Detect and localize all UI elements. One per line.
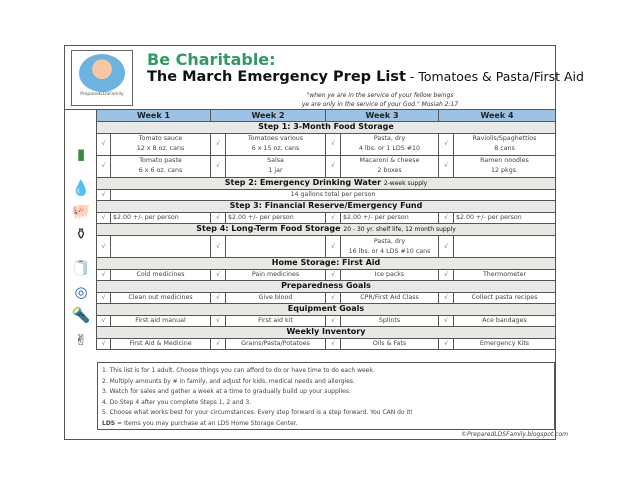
item-cell: Grains/Pasta/Potatoes <box>226 338 326 350</box>
checkbox[interactable]: √ <box>97 338 111 350</box>
checkbox[interactable]: √ <box>439 236 454 258</box>
item-cell: Tomato sauce 12 x 8 oz. cans <box>111 133 211 155</box>
note: 4. Do Step 4 after you complete Steps 1, 2 and 3. <box>102 398 252 406</box>
item-cell: $2.00 +/- per person <box>226 212 326 224</box>
notes-box <box>97 362 555 430</box>
family-icon <box>79 54 125 92</box>
note: 2. Multiply amounts by # in family, and adjust for kids, medical needs and allergies. <box>102 377 355 385</box>
week-4-header: Week 4 <box>439 110 556 122</box>
step4-heading: Step 4: Long-Term Food Storage 20 - 30 yr. shelf life, 12 month supply <box>97 224 556 236</box>
checkbox[interactable]: √ <box>211 155 226 177</box>
page-title: Be Charitable: <box>147 50 276 69</box>
item-cell: Clean out medicines <box>111 292 211 304</box>
item-cell: CPR/First Aid Class <box>341 292 439 304</box>
table-row <box>97 155 556 177</box>
table-row <box>97 212 556 224</box>
step3-heading: Step 3: Financial Reserve/Emergency Fund <box>97 201 556 213</box>
note: 1. This list is for 1 adult. Choose things you can afford to do or have time to do each week. <box>102 367 375 374</box>
item-cell <box>454 236 556 258</box>
item-cell: $2.00 +/- per person <box>341 212 439 224</box>
checkbox[interactable]: √ <box>97 212 111 224</box>
item-cell: Tomato paste 6 x 6 oz. cans <box>111 155 211 177</box>
checkbox[interactable]: √ <box>211 315 226 327</box>
item-cell: Raviolis/Spaghettios 8 cans <box>454 133 556 155</box>
item-cell <box>111 236 211 258</box>
checkbox[interactable]: √ <box>326 236 341 258</box>
checkbox[interactable]: √ <box>326 338 341 350</box>
checkbox[interactable]: √ <box>211 338 226 350</box>
checkbox[interactable]: √ <box>97 292 111 304</box>
page-subtitle: The March Emergency Prep List - Tomatoes & Pasta/First Aid <box>147 69 584 85</box>
wheat-icon: ⚱ <box>74 225 88 243</box>
item-cell: Ramen noodles 12 pkgs. <box>454 155 556 177</box>
table-row <box>97 292 556 304</box>
item-cell: Collect pasta recipes <box>454 292 556 304</box>
item-cell: Ace bandages <box>454 315 556 327</box>
table-row <box>97 315 556 327</box>
checkbox[interactable]: √ <box>439 133 454 155</box>
quote-line-1: "when ye are in the service of your fellow beings <box>306 92 454 99</box>
item-cell: 14 gallons total per person <box>111 189 556 201</box>
checkbox[interactable]: √ <box>211 133 226 155</box>
item-cell: First aid manual <box>111 315 211 327</box>
checkbox[interactable]: √ <box>439 315 454 327</box>
step1-heading: Step 1: 3-Month Food Storage <box>97 122 556 134</box>
preparedness-heading: Preparedness Goals <box>97 281 556 293</box>
checkbox[interactable]: √ <box>97 315 111 327</box>
item-cell: First aid kit <box>226 315 326 327</box>
week-2-header: Week 2 <box>211 110 326 122</box>
item-cell: Tomatoes various 6 x 15 oz. cans <box>226 133 326 155</box>
item-cell <box>226 236 326 258</box>
item-cell: Ice packs <box>341 269 439 281</box>
checkbox[interactable]: √ <box>97 133 111 155</box>
checkbox[interactable]: √ <box>439 212 454 224</box>
can-icon: ▮ <box>76 145 86 163</box>
table-row <box>97 338 556 350</box>
checkbox[interactable]: √ <box>97 269 111 281</box>
item-cell: Salsa 1 jar <box>226 155 326 177</box>
checkbox[interactable]: √ <box>326 269 341 281</box>
goal-target-icon: ◎ <box>74 283 88 301</box>
table-row <box>97 133 556 155</box>
checkbox[interactable]: √ <box>326 133 341 155</box>
piggy-bank-icon: 🐖 <box>71 202 91 220</box>
week-3-header: Week 3 <box>326 110 439 122</box>
checkbox[interactable]: √ <box>439 155 454 177</box>
logo <box>71 50 133 106</box>
quote-line-2: ye are only in the service of your God." Mosiah 2:17 <box>301 101 459 108</box>
checkbox[interactable]: √ <box>97 189 111 201</box>
checkbox[interactable]: √ <box>439 338 454 350</box>
home-storage-heading: Home Storage: First Aid <box>97 258 556 270</box>
prep-table <box>96 109 556 350</box>
toilet-paper-icon: 🧻 <box>71 259 91 277</box>
inventory-heading: Weekly Inventory <box>97 327 556 339</box>
item-cell: Pain medicines <box>226 269 326 281</box>
checkbox[interactable]: √ <box>97 236 111 258</box>
item-cell: Cold medicines <box>111 269 211 281</box>
item-cell: Thermometer <box>454 269 556 281</box>
step2-heading: Step 2: Emergency Drinking Water 2-week supply <box>97 177 556 189</box>
checkbox[interactable]: √ <box>326 315 341 327</box>
table-row <box>97 236 556 258</box>
checkbox[interactable]: √ <box>211 292 226 304</box>
item-cell: Macaroni & cheese 2 boxes <box>341 155 439 177</box>
checkbox[interactable]: √ <box>439 292 454 304</box>
item-cell: Splints <box>341 315 439 327</box>
checkbox[interactable]: √ <box>326 212 341 224</box>
equipment-heading: Equipment Goals <box>97 304 556 316</box>
checkbox[interactable]: √ <box>326 292 341 304</box>
note: 3. Watch for sales and gather a week at a time to gradually build up your supplies. <box>102 388 351 395</box>
checkbox[interactable]: √ <box>439 269 454 281</box>
flashlight-icon: 🔦 <box>71 306 91 324</box>
checkbox[interactable]: √ <box>211 212 226 224</box>
item-cell: Oils & Fats <box>341 338 439 350</box>
note: 5. Choose what works best for your circumstances. Every step forward is a step forward. You CAN do it! <box>102 409 413 416</box>
logo-text: PreparedLDSFamily <box>80 92 124 97</box>
checkbox[interactable]: √ <box>211 236 226 258</box>
item-cell: Emergency Kits <box>454 338 556 350</box>
table-row <box>97 189 556 201</box>
item-cell: $2.00 +/- per person <box>111 212 211 224</box>
copyright: ©PreparedLDSFamily.blogspot.com <box>461 431 568 438</box>
item-cell: Give blood <box>226 292 326 304</box>
lds-note: LDS = Items you may purchase at an LDS Home Storage Center. <box>102 419 298 427</box>
water-drop-icon: 💧 <box>71 179 91 197</box>
item-cell: First Aid & Medicine <box>111 338 211 350</box>
checkbox[interactable]: √ <box>326 155 341 177</box>
hand-icon: ✌ <box>74 331 88 349</box>
item-cell: $2.00 +/- per person <box>454 212 556 224</box>
week-1-header: Week 1 <box>97 110 211 122</box>
checkbox[interactable]: √ <box>211 269 226 281</box>
item-cell: Pasta, dry 16 lbs. or 4 LDS #10 cans <box>341 236 439 258</box>
checkbox[interactable]: √ <box>97 155 111 177</box>
table-row <box>97 269 556 281</box>
header <box>65 46 584 110</box>
item-cell: Pasta, dry 4 lbs. or 1 LDS #10 <box>341 133 439 155</box>
